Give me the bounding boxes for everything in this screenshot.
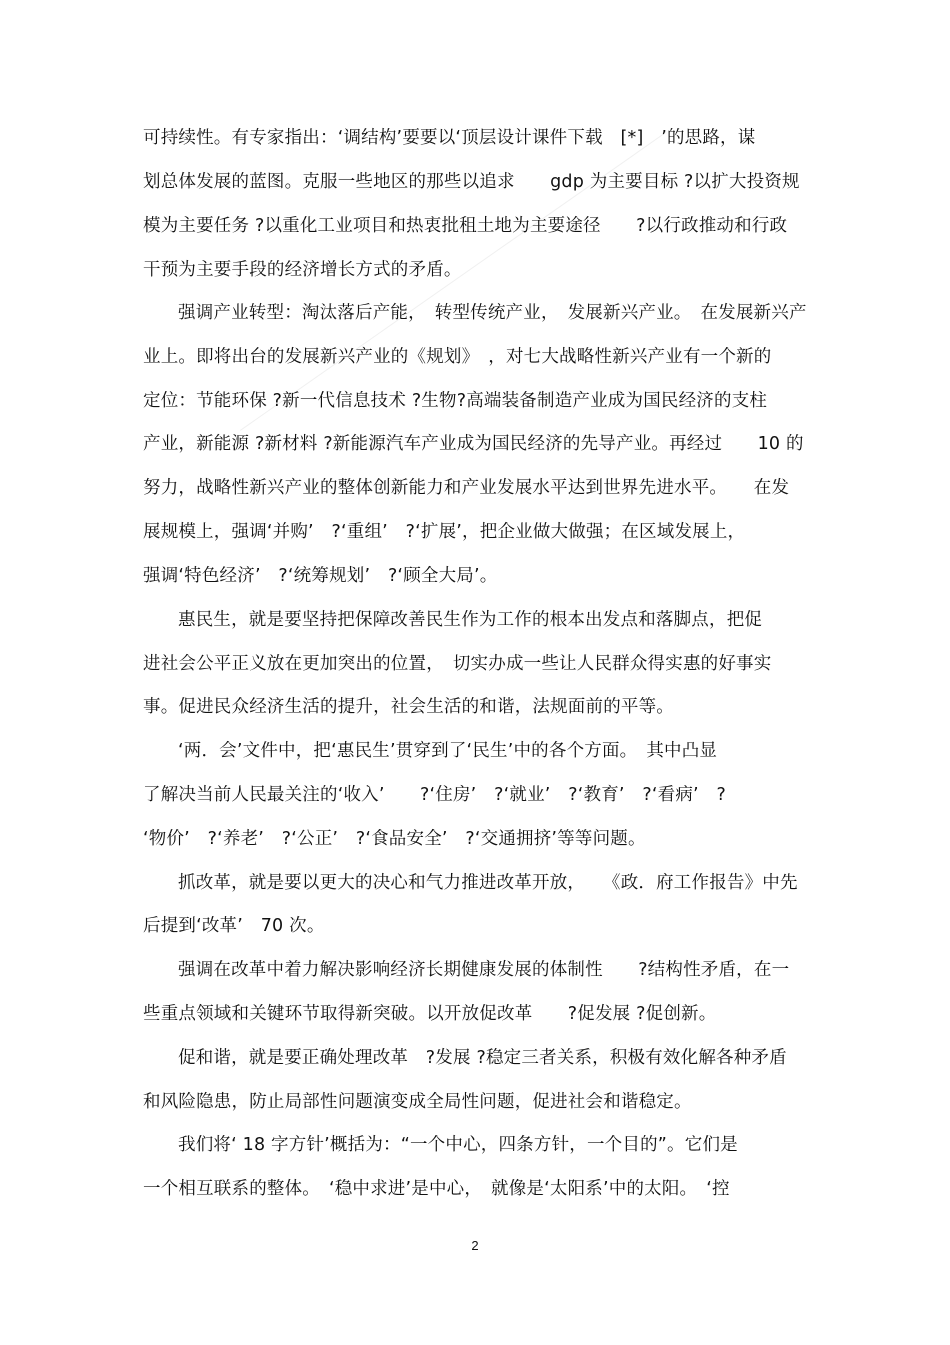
text-line-13: 进社会公平正义放在更加突出的位置， 切实办成一些让人民群众得实惠的好事实 <box>143 654 772 674</box>
text-line-11: 强调‘特色经济’ ?‘统筹规划’ ?‘顾全大局’。 <box>143 566 498 586</box>
text-line-19: 后提到‘改革’ 70 次。 <box>143 916 325 936</box>
text-line-4: 干预为主要手段的经济增长方式的矛盾。 <box>143 260 462 280</box>
paragraph-reform-emphasis: 强调在改革中着力解决影响经济长期健康发展的体制性 ?结构性矛盾，在一 <box>178 960 790 980</box>
paragraph-livelihood: 惠民生，就是要坚持把保障改善民生作为工作的根本出发点和落脚点，把促 <box>178 610 763 630</box>
paragraph-18-character-policy: 我们将‘ 18 字方针’概括为：“一个中心，四条方针，一个目的”。它们是 <box>178 1135 738 1155</box>
page-number: 2 <box>471 1238 479 1253</box>
text-line-3: 模为主要任务 ?以重化工业项目和热衷批租土地为主要途径 ?以行政推动和行政 <box>143 216 788 236</box>
paragraph-reform: 抓改革，就是要以更大的决心和气力推进改革开放， 《政．府工作报告》中先 <box>178 873 798 893</box>
text-line-1: 可持续性。有专家指出：‘调结构’要要以‘顶层设计课件下载 [*] ’的思路，谋 <box>143 128 756 148</box>
text-line-16: 了解决当前人民最关注的‘收入’ ?‘住房’ ?‘就业’ ?‘教育’ ?‘看病’ ? <box>143 785 726 805</box>
paragraph-harmony: 促和谐，就是要正确处理改革 ?发展 ?稳定三者关系，积极有效化解各种矛盾 <box>178 1048 787 1068</box>
text-line-14: 事。促进民众经济生活的提升，社会生活的和谐，法规面前的平等。 <box>143 697 674 717</box>
text-line-17: ‘物价’ ?‘养老’ ?‘公正’ ?‘食品安全’ ?‘交通拥挤’等等问题。 <box>143 829 646 849</box>
text-line-10: 展规模上，强调‘并购’ ?‘重组’ ?‘扩展’，把企业做大做强；在区域发展上， <box>143 522 746 542</box>
text-line-8: 产业，新能源 ?新材料 ?新能源汽车产业成为国民经济的先导产业。再经过 10 的 <box>143 434 804 454</box>
paragraph-two-sessions: ‘两．会’文件中，把‘惠民生’贯穿到了‘民生’中的各个方面。 其中凸显 <box>178 741 718 761</box>
text-line-25: 一个相互联系的整体。 ‘稳中求进’是中心， 就像是‘太阳系’中的太阳。 ‘控 <box>143 1179 730 1199</box>
text-line-23: 和风险隐患，防止局部性问题演变成全局性问题，促进社会和谐稳定。 <box>143 1092 692 1112</box>
text-line-2: 划总体发展的蓝图。克服一些地区的那些以追求 gdp 为主要目标 ?以扩大投资规 <box>143 172 800 192</box>
text-line-6: 业上。即将出台的发展新兴产业的《规划》 ，对七大战略性新兴产业有一个新的 <box>143 347 772 367</box>
paragraph-industry-transformation: 强调产业转型：淘汰落后产能， 转型传统产业， 发展新兴产业。 在发展新兴产 <box>178 303 807 323</box>
text-line-21: 些重点领域和关键环节取得新突破。以开放促改革 ?促发展 ?促创新。 <box>143 1004 717 1024</box>
text-line-7: 定位：节能环保 ?新一代信息技术 ?生物?高端装备制造产业成为国民经济的支柱 <box>143 391 768 411</box>
text-line-9: 努力，战略性新兴产业的整体创新能力和产业发展水平达到世界先进水平。 在发 <box>143 478 790 498</box>
